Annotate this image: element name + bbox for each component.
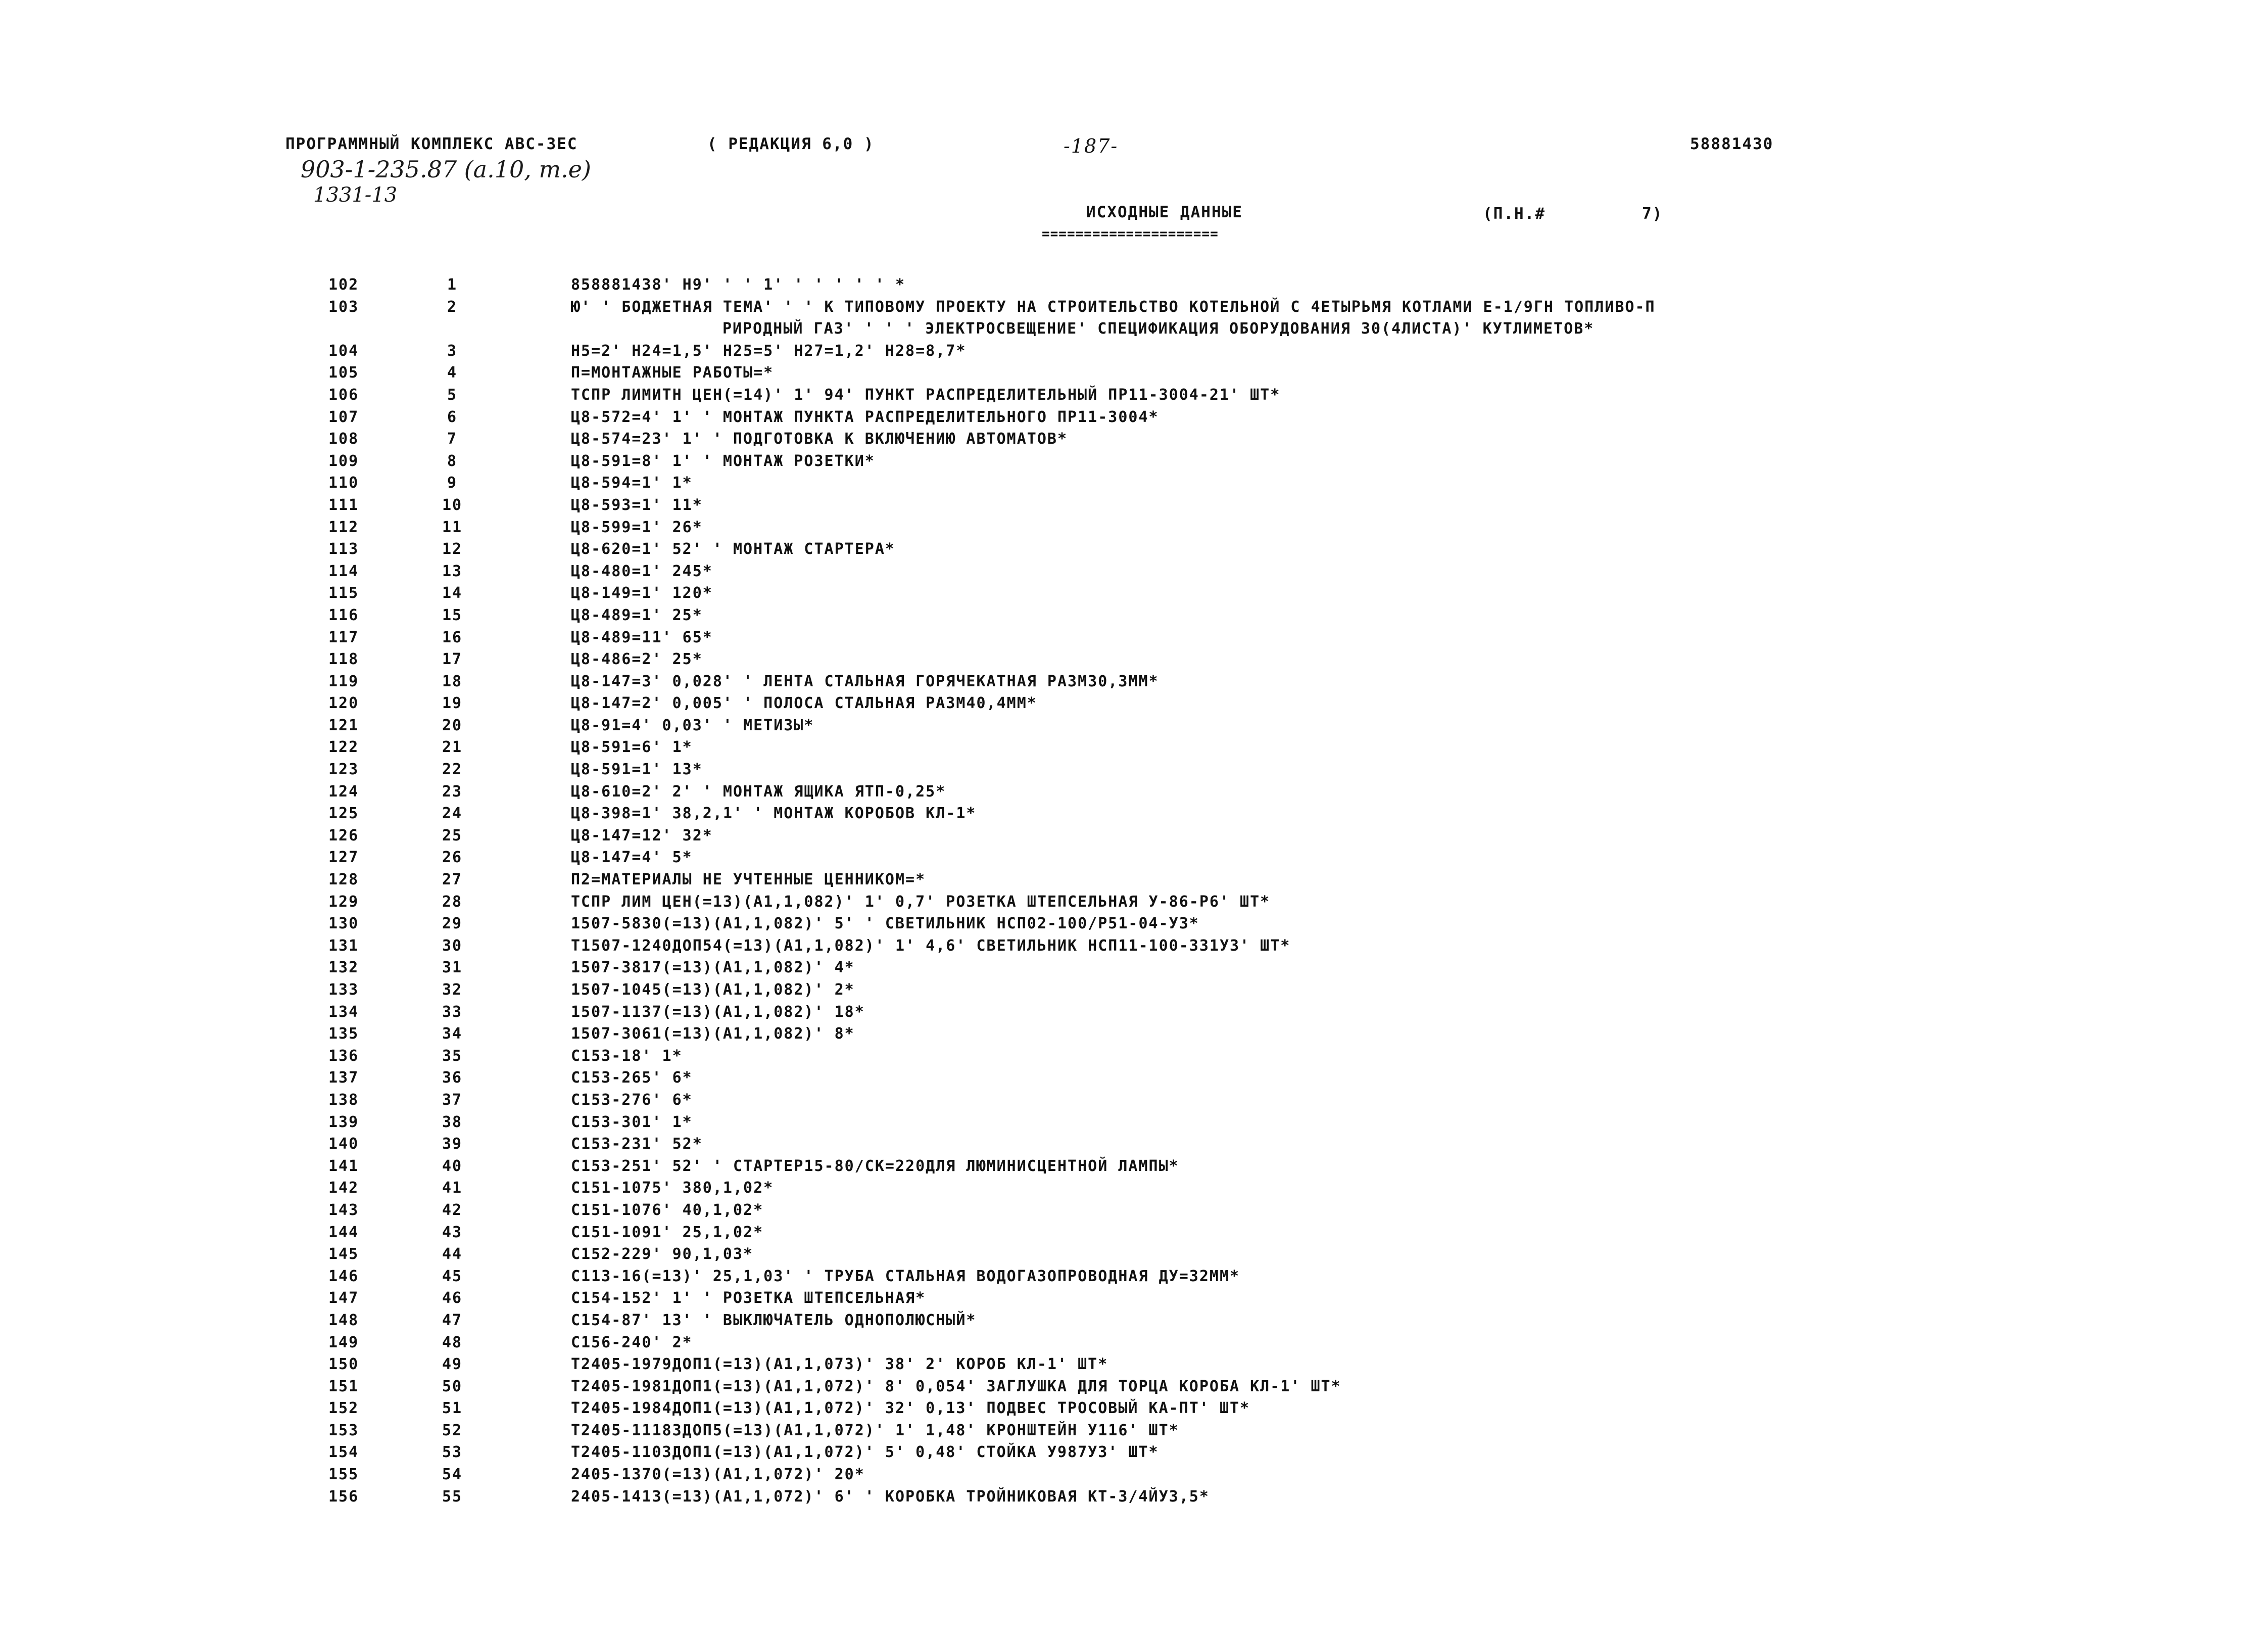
line-number: 15 <box>442 606 463 624</box>
listing-row <box>0 494 2268 517</box>
record-number: 123 <box>328 761 359 779</box>
record-number: 142 <box>328 1179 359 1197</box>
record-number: 105 <box>328 364 359 382</box>
line-number: 40 <box>442 1157 463 1175</box>
listing-row <box>0 1420 2268 1442</box>
record-text: Ц8-610=2' 2' ' МОНТАЖ ЯЩИКА ЯТП-0,25* <box>571 782 946 801</box>
record-text: Ц8-572=4' 1' ' МОНТАЖ ПУНКТА РАСПРЕДЕЛИТЕЛЬНОГО ПР11-3004* <box>571 408 1159 426</box>
line-number: 22 <box>442 761 463 779</box>
record-text: Ц8-91=4' 0,03' ' МЕТИЗЫ* <box>571 716 814 734</box>
listing-row <box>0 671 2268 693</box>
record-number: 146 <box>328 1267 359 1285</box>
line-number: 12 <box>442 540 463 558</box>
record-text: Ц8-147=2' 0,005' ' ПОЛОСА СТАЛЬНАЯ РАЗМ40,4ММ* <box>571 694 1037 713</box>
record-text: 1507-3817(=13)(А1,1,082)' 4* <box>571 959 855 977</box>
listing-row <box>0 296 2268 340</box>
line-number: 11 <box>442 518 463 536</box>
record-number: 150 <box>328 1355 359 1374</box>
line-number: 55 <box>442 1487 463 1506</box>
record-number: 113 <box>328 540 359 558</box>
line-number: 35 <box>442 1047 463 1065</box>
record-number: 129 <box>328 893 359 911</box>
listing-row <box>0 736 2268 759</box>
listing-row <box>0 715 2268 737</box>
record-text: Ц8-489=1' 25* <box>571 606 703 624</box>
line-number: 14 <box>442 584 463 602</box>
record-number: 136 <box>328 1047 359 1065</box>
listing-row <box>0 1397 2268 1420</box>
line-number: 31 <box>442 959 463 977</box>
listing-row <box>0 1001 2268 1023</box>
record-text: С153-18' 1* <box>571 1047 683 1065</box>
line-number: 27 <box>442 871 463 889</box>
record-text: 1507-3061(=13)(А1,1,082)' 8* <box>571 1025 855 1043</box>
listing-row <box>0 274 2268 296</box>
record-text: Ц8-147=4' 5* <box>571 849 693 867</box>
line-number: 51 <box>442 1399 463 1418</box>
record-number: 114 <box>328 562 359 580</box>
record-number: 125 <box>328 805 359 823</box>
record-text: 2405-1413(=13)(А1,1,072)' 6' ' КОРОБКА ТРОЙНИКОВАЯ КТ-3/4ЙУ3,5* <box>571 1487 1210 1506</box>
record-number: 103 <box>328 298 359 316</box>
listing-row <box>0 340 2268 362</box>
record-text: Ц8-599=1' 26* <box>571 518 703 536</box>
document-code: 58881430 <box>1690 135 1774 153</box>
record-text: 1507-1137(=13)(А1,1,082)' 18* <box>571 1003 865 1021</box>
record-number: 155 <box>328 1466 359 1484</box>
record-text: С151-1075' 380,1,02* <box>571 1179 774 1197</box>
record-number: 147 <box>328 1289 359 1307</box>
record-text: С151-1091' 25,1,02* <box>571 1223 764 1241</box>
record-number: 135 <box>328 1025 359 1043</box>
line-number: 42 <box>442 1201 463 1219</box>
listing-row <box>0 582 2268 604</box>
record-text: С152-229' 90,1,03* <box>571 1245 754 1263</box>
record-text: Ц8-489=11' 65* <box>571 628 713 646</box>
record-text: 1507-5830(=13)(А1,1,082)' 5' ' СВЕТИЛЬНИК НСП02-100/Р51-04-У3* <box>571 915 1199 933</box>
record-number: 137 <box>328 1069 359 1087</box>
record-number: 133 <box>328 981 359 999</box>
line-number: 20 <box>442 716 463 734</box>
record-number: 110 <box>328 474 359 492</box>
listing-row <box>0 957 2268 979</box>
record-number: 128 <box>328 871 359 889</box>
listing-row <box>0 1332 2268 1354</box>
record-text: Ю' ' БОДЖЕТНАЯ ТЕМА' ' ' К ТИПОВОМУ ПРОЕКТУ НА СТРОИТЕЛЬСТВО КОТЕЛЬНОЙ С 4ЕТЫРЬМЯ КОТЛАМИ Е-1/9ГН ТОПЛИВО-П <box>571 298 1656 316</box>
record-number: 108 <box>328 430 359 448</box>
line-number: 54 <box>442 1466 463 1484</box>
listing-row <box>0 517 2268 539</box>
page-number: -187- <box>1064 135 1119 157</box>
line-number: 36 <box>442 1069 463 1087</box>
line-number: 39 <box>442 1135 463 1153</box>
record-number: 148 <box>328 1311 359 1329</box>
listing-row <box>0 935 2268 957</box>
reference-number: 7) <box>1642 205 1663 223</box>
record-text: Т2405-1981ДОП1(=13)(А1,1,072)' 8' 0,054' ЗАГЛУШКА ДЛЯ ТОРЦА КОРОБА КЛ-1' ШТ* <box>571 1377 1341 1395</box>
record-text: ТСПР ЛИМ ЦЕН(=13)(А1,1,082)' 1' 0,7' РОЗЕТКА ШТЕПСЕЛЬНАЯ У-86-Р6' ШТ* <box>571 893 1271 911</box>
listing-row <box>0 560 2268 583</box>
record-text: Т2405-1984ДОП1(=13)(А1,1,072)' 32' 0,13' ПОДВЕС ТРОСОВЫЙ КА-ПТ' ШТ* <box>571 1399 1250 1418</box>
listing-row <box>0 362 2268 384</box>
record-text: С154-152' 1' ' РОЗЕТКА ШТЕПСЕЛЬНАЯ* <box>571 1289 926 1307</box>
listing-row <box>0 1089 2268 1111</box>
listing-row <box>0 1376 2268 1398</box>
record-number: 124 <box>328 782 359 801</box>
record-text: 1507-1045(=13)(А1,1,082)' 2* <box>571 981 855 999</box>
listing-row <box>0 604 2268 627</box>
record-text: 858881438' Н9' ' ' 1' ' ' ' ' ' * <box>571 276 906 294</box>
listing-row <box>0 1023 2268 1045</box>
record-number: 102 <box>328 276 359 294</box>
listing-row <box>0 692 2268 715</box>
listing-row <box>0 869 2268 891</box>
listing-row <box>0 406 2268 429</box>
record-text: 2405-1370(=13)(А1,1,072)' 20* <box>571 1466 865 1484</box>
program-name: ПРОГРАММНЫЙ КОМПЛЕКС АВС-3ЕС <box>285 135 578 153</box>
handwritten-project-note: 903-1-235.87 (а.10, т.е) <box>301 156 591 183</box>
listing-row <box>0 1309 2268 1332</box>
listing-row <box>0 1177 2268 1199</box>
record-text: Т2405-1103ДОП1(=13)(А1,1,072)' 5' 0,48' СТОЙКА У987У3' ШТ* <box>571 1443 1159 1462</box>
record-number: 151 <box>328 1377 359 1395</box>
listing-row <box>0 1133 2268 1155</box>
section-title-underline: ===================== <box>1042 226 1219 242</box>
listing-row <box>0 759 2268 781</box>
record-number: 116 <box>328 606 359 624</box>
record-text: Ц8-398=1' 38,2,1' ' МОНТАЖ КОРОБОВ КЛ-1* <box>571 805 977 823</box>
listing-row <box>0 627 2268 649</box>
line-number: 29 <box>442 915 463 933</box>
record-text: Т1507-1240ДОП54(=13)(А1,1,082)' 1' 4,6' СВЕТИЛЬНИК НСП11-100-331У3' ШТ* <box>571 936 1291 955</box>
record-number: 107 <box>328 408 359 426</box>
listing-row <box>0 1222 2268 1244</box>
listing-row <box>0 1199 2268 1222</box>
record-number: 140 <box>328 1135 359 1153</box>
line-number: 4 <box>447 364 458 382</box>
data-listing <box>0 274 2268 1508</box>
line-number: 30 <box>442 936 463 955</box>
record-number: 106 <box>328 386 359 404</box>
listing-row <box>0 1353 2268 1376</box>
record-number: 126 <box>328 826 359 845</box>
line-number: 9 <box>447 474 458 492</box>
record-text: Ц8-591=8' 1' ' МОНТАЖ РОЗЕТКИ* <box>571 452 875 470</box>
record-text: С153-301' 1* <box>571 1113 693 1131</box>
record-text: С153-276' 6* <box>571 1091 693 1109</box>
record-text: Ц8-149=1' 120* <box>571 584 713 602</box>
listing-row <box>0 781 2268 803</box>
record-number: 127 <box>328 849 359 867</box>
edition-label: ( РЕДАКЦИЯ 6,0 ) <box>707 135 875 153</box>
record-number: 149 <box>328 1333 359 1351</box>
line-number: 8 <box>447 452 458 470</box>
line-number: 44 <box>442 1245 463 1263</box>
record-text: Ц8-486=2' 25* <box>571 650 703 669</box>
line-number: 32 <box>442 981 463 999</box>
record-text: С153-231' 52* <box>571 1135 703 1153</box>
reference-label: (П.Н.# <box>1483 205 1546 223</box>
record-number: 115 <box>328 584 359 602</box>
record-number: 120 <box>328 694 359 713</box>
line-number: 17 <box>442 650 463 669</box>
section-title: ИСХОДНЫЕ ДАННЫЕ <box>1086 203 1243 221</box>
record-number: 156 <box>328 1487 359 1506</box>
line-number: 37 <box>442 1091 463 1109</box>
record-text: Ц8-480=1' 245* <box>571 562 713 580</box>
handwritten-sheet-note: 1331-13 <box>313 183 398 207</box>
record-number: 117 <box>328 628 359 646</box>
listing-row <box>0 384 2268 406</box>
line-number: 13 <box>442 562 463 580</box>
listing-row <box>0 1243 2268 1265</box>
line-number: 16 <box>442 628 463 646</box>
record-text: Ц8-147=12' 32* <box>571 826 713 845</box>
line-number: 48 <box>442 1333 463 1351</box>
record-number: 153 <box>328 1421 359 1439</box>
record-text: Ц8-591=6' 1* <box>571 738 693 757</box>
record-number: 122 <box>328 738 359 757</box>
record-number: 138 <box>328 1091 359 1109</box>
listing-row <box>0 979 2268 1001</box>
record-text: Т2405-1979ДОП1(=13)(А1,1,073)' 38' 2' КОРОБ КЛ-1' ШТ* <box>571 1355 1108 1374</box>
line-number: 52 <box>442 1421 463 1439</box>
record-text: С154-87' 13' ' ВЫКЛЮЧАТЕЛЬ ОДНОПОЛЮСНЫЙ* <box>571 1311 977 1329</box>
listing-row <box>0 472 2268 494</box>
line-number: 25 <box>442 826 463 845</box>
record-text: С153-251' 52' ' СТАРТЕР15-80/СК=220ДЛЯ ЛЮМИНИСЦЕНТНОЙ ЛАМПЫ* <box>571 1157 1179 1175</box>
record-number: 104 <box>328 342 359 360</box>
listing-row <box>0 538 2268 560</box>
record-number: 118 <box>328 650 359 669</box>
listing-row <box>0 1464 2268 1486</box>
record-text: Ц8-594=1' 1* <box>571 474 693 492</box>
line-number: 2 <box>447 298 458 316</box>
listing-row <box>0 1265 2268 1288</box>
record-text: Ц8-593=1' 11* <box>571 496 703 514</box>
record-number: 111 <box>328 496 359 514</box>
listing-row <box>0 1045 2268 1067</box>
record-text: Ц8-591=1' 13* <box>571 761 703 779</box>
record-text: Ц8-147=3' 0,028' ' ЛЕНТА СТАЛЬНАЯ ГОРЯЧЕКАТНАЯ РАЗМ30,3ММ* <box>571 672 1159 690</box>
listing-row <box>0 648 2268 671</box>
line-number: 33 <box>442 1003 463 1021</box>
line-number: 50 <box>442 1377 463 1395</box>
listing-row <box>0 1155 2268 1178</box>
record-number: 141 <box>328 1157 359 1175</box>
line-number: 34 <box>442 1025 463 1043</box>
line-number: 47 <box>442 1311 463 1329</box>
record-number: 131 <box>328 936 359 955</box>
record-text: Т2405-1118ЗДОП5(=13)(А1,1,072)' 1' 1,48' КРОНШТЕЙН У116' ШТ* <box>571 1421 1179 1439</box>
record-number: 139 <box>328 1113 359 1131</box>
line-number: 26 <box>442 849 463 867</box>
line-number: 53 <box>442 1443 463 1462</box>
listing-row <box>0 1287 2268 1309</box>
line-number: 49 <box>442 1355 463 1374</box>
record-number: 109 <box>328 452 359 470</box>
record-number: 143 <box>328 1201 359 1219</box>
record-number: 121 <box>328 716 359 734</box>
record-number: 154 <box>328 1443 359 1462</box>
line-number: 19 <box>442 694 463 713</box>
line-number: 1 <box>447 276 458 294</box>
line-number: 7 <box>447 430 458 448</box>
line-number: 41 <box>442 1179 463 1197</box>
listing-row <box>0 450 2268 473</box>
listing-row <box>0 1111 2268 1134</box>
record-number: 119 <box>328 672 359 690</box>
line-number: 5 <box>447 386 458 404</box>
listing-row <box>0 847 2268 869</box>
record-text: С153-265' 6* <box>571 1069 693 1087</box>
record-text: Ц8-620=1' 52' ' МОНТАЖ СТАРТЕРА* <box>571 540 895 558</box>
line-number: 45 <box>442 1267 463 1285</box>
listing-row <box>0 1067 2268 1089</box>
record-number: 145 <box>328 1245 359 1263</box>
listing-row <box>0 428 2268 450</box>
listing-row <box>0 891 2268 913</box>
record-text: С151-1076' 40,1,02* <box>571 1201 764 1219</box>
record-text-continuation: РИРОДНЫЙ ГАЗ' ' ' ' ЭЛЕКТРОСВЕЩЕНИЕ' СПЕЦИФИКАЦИЯ ОБОРУДОВАНИЯ 30(4ЛИСТА)' КУТЛИМЕТОВ* <box>722 320 1595 338</box>
listing-row <box>0 825 2268 847</box>
listing-row <box>0 1441 2268 1464</box>
record-number: 152 <box>328 1399 359 1418</box>
record-text: С113-16(=13)' 25,1,03' ' ТРУБА СТАЛЬНАЯ ВОДОГАЗОПРОВОДНАЯ ДУ=32ММ* <box>571 1267 1240 1285</box>
record-number: 112 <box>328 518 359 536</box>
record-number: 130 <box>328 915 359 933</box>
record-text: С156-240' 2* <box>571 1333 693 1351</box>
record-number: 144 <box>328 1223 359 1241</box>
listing-row <box>0 1486 2268 1508</box>
record-text: П=МОНТАЖНЫЕ РАБОТЫ=* <box>571 364 774 382</box>
line-number: 21 <box>442 738 463 757</box>
record-text: П2=МАТЕРИАЛЫ НЕ УЧТЕННЫЕ ЦЕННИКОМ=* <box>571 871 926 889</box>
listing-row <box>0 913 2268 935</box>
line-number: 28 <box>442 893 463 911</box>
listing-row <box>0 803 2268 825</box>
line-number: 38 <box>442 1113 463 1131</box>
line-number: 43 <box>442 1223 463 1241</box>
line-number: 23 <box>442 782 463 801</box>
line-number: 6 <box>447 408 458 426</box>
line-number: 24 <box>442 805 463 823</box>
line-number: 10 <box>442 496 463 514</box>
record-text: ТСПР ЛИМИТН ЦЕН(=14)' 1' 94' ПУНКТ РАСПРЕДЕЛИТЕЛЬНЫЙ ПР11-3004-21' ШТ* <box>571 386 1281 404</box>
line-number: 46 <box>442 1289 463 1307</box>
line-number: 18 <box>442 672 463 690</box>
record-text: Ц8-574=23' 1' ' ПОДГОТОВКА К ВКЛЮЧЕНИЮ АВТОМАТОВ* <box>571 430 1068 448</box>
line-number: 3 <box>447 342 458 360</box>
record-text: Н5=2' Н24=1,5' Н25=5' Н27=1,2' Н28=8,7* <box>571 342 967 360</box>
record-number: 134 <box>328 1003 359 1021</box>
record-number: 132 <box>328 959 359 977</box>
